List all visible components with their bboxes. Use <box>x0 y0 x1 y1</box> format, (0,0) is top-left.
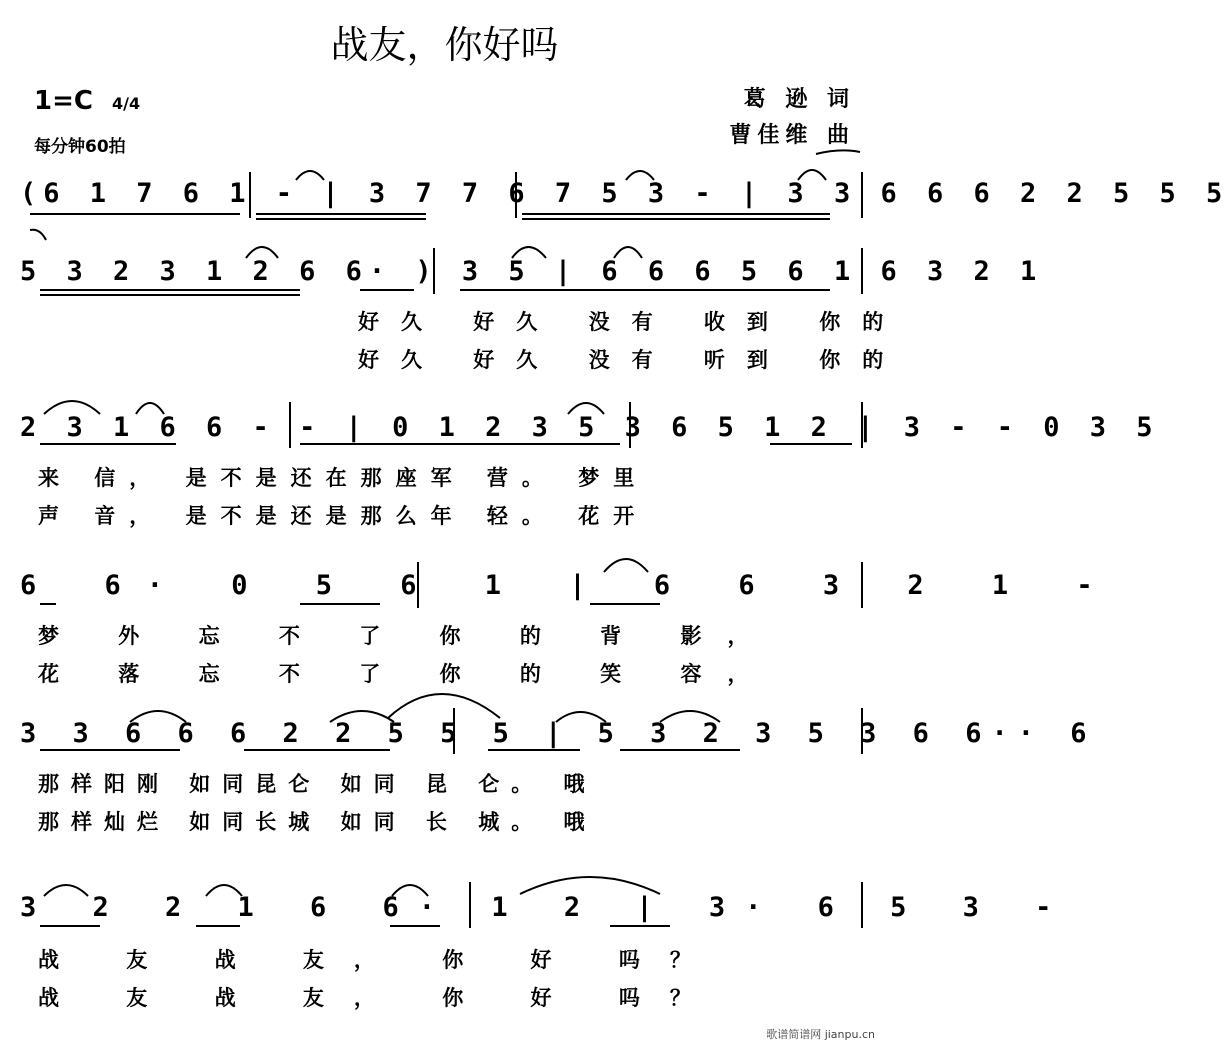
slur <box>330 711 394 722</box>
slur <box>388 694 500 718</box>
slur <box>660 711 720 722</box>
song-title: 战友，你好吗 <box>330 23 559 67</box>
slur <box>626 171 654 180</box>
slur <box>206 885 242 896</box>
slur <box>798 170 826 180</box>
tempo-marking: 每分钟60拍 <box>34 137 126 157</box>
slur <box>816 150 860 154</box>
lyric-line-9: 战 友 战 友， 你 好 吗？ <box>38 947 721 972</box>
slur <box>44 885 88 896</box>
slur <box>44 401 100 414</box>
time-signature: 4/4 <box>112 94 141 113</box>
slur <box>568 403 604 414</box>
slur <box>296 171 324 180</box>
watermark: 歌谱简谱网 jianpu.cn <box>766 1028 875 1041</box>
slur <box>136 403 164 414</box>
slur <box>392 885 428 896</box>
slur <box>556 712 606 722</box>
lyric-line-4: 声 音， 是不是还是那么年 轻。 花开 <box>38 503 649 528</box>
lyric-line-6: 花 落 忘 不 了 你 的 笑 容， <box>38 661 775 686</box>
music-line-6: 3 2 2 1 6 6· 1 2 | 3· 6 5 3 - <box>20 892 1072 923</box>
lyric-line-8: 那样灿烂 如同长城 如同 长 城。 哦 <box>38 809 597 834</box>
slur <box>512 247 546 258</box>
lyric-line-7: 那样阳刚 如同昆仑 如同 昆 仑。 哦 <box>38 771 597 796</box>
slur <box>520 877 660 894</box>
lyric-line-5: 梦 外 忘 不 了 你 的 背 影， <box>38 623 775 648</box>
composer-credit: 曹佳维 曲 <box>729 123 855 148</box>
music-line-4: 6 6· 0 5 6 1 | 6 6 3 2 1 - <box>20 570 1119 601</box>
lyric-line-2: 好久 好久 没有 听到 你的 <box>358 347 906 372</box>
slur <box>130 711 186 722</box>
lyric-line-10: 战 友 战 友， 你 好 吗？ <box>38 985 721 1010</box>
slur <box>30 230 46 240</box>
slur <box>604 559 648 572</box>
lyric-line-1: 好久 好久 没有 收到 你的 <box>358 309 906 334</box>
lyric-line-3: 来 信， 是不是还在那座军 营。 梦里 <box>38 465 649 490</box>
music-line-3: 2 3 1 6 6 - - | 0 1 2 3 5 3 6 5 1 2 | 3 - - 0 3 5 <box>20 412 1160 443</box>
music-line-5: 3 3 6 6 6 2 2 5 5 5 | 5 3 2 3 5 3 6 6·· 6 <box>20 718 1097 749</box>
music-line-1: (6 1 7 6 1 - | 3 7 7 6 7 5 3 - | 3 3 6 6 6 2 2 5 5 5 <box>20 178 1229 209</box>
music-line-2: 5 3 2 3 1 2 6 6· ) 3 5 | 6 6 6 5 6 1 6 3 2 1 <box>20 256 1044 287</box>
slur <box>614 247 642 258</box>
slur <box>246 247 278 258</box>
lyricist-credit: 葛 逊 词 <box>743 87 855 112</box>
key-label: 1=C <box>34 86 93 116</box>
